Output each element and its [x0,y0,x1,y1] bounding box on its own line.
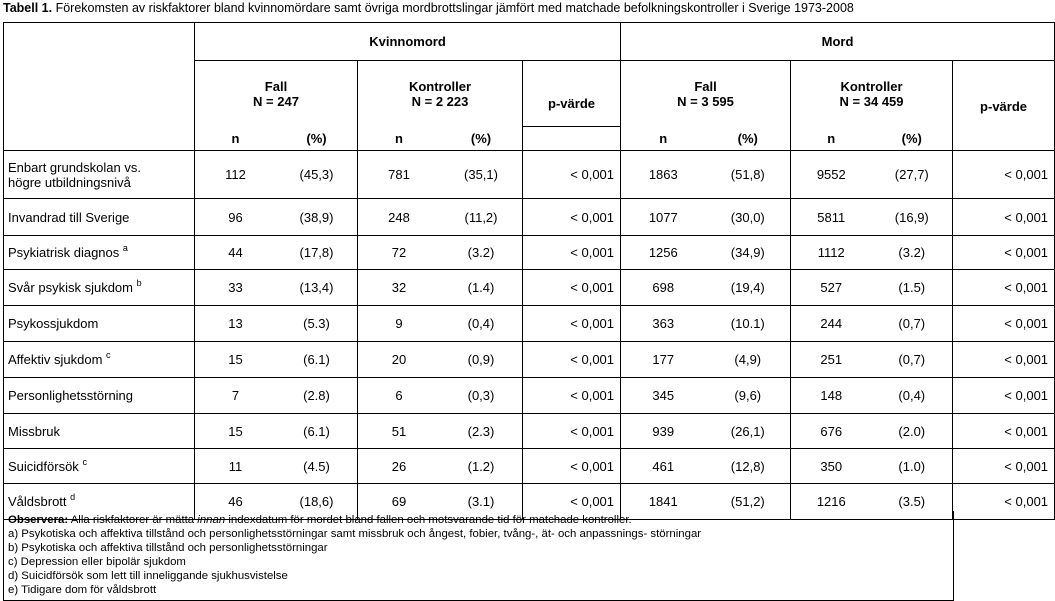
row-footnote-marker: c [106,350,111,360]
subheader-pct: (%) [306,130,327,146]
count-cell [195,306,358,342]
table-body [4,151,1055,520]
p-value: < 0,001 [523,414,621,449]
count-cell [791,378,953,414]
count-cell [358,236,523,270]
caption-text: Förekomsten av riskfaktorer bland kvinnomördare samt övriga mordbrottslingar jämfört med matchade befolkningskontroller i Sverige 1973-2008 [52,1,854,15]
note-c: c) Depression eller bipolär sjukdom [8,556,186,568]
count-value: 1112 [817,245,845,260]
percent-value: (9,6) [734,388,762,403]
count-cell [358,306,523,342]
count-cell [621,378,791,414]
count-cell [195,414,358,449]
row-label: Våldsbrott $^d$ [4,484,195,520]
percent-value: (2.8) [303,388,330,403]
count-value: 44 [228,245,243,260]
percent-value: (17,8) [299,245,334,260]
percent-value: (12,8) [730,458,765,474]
percent-value: (0,7) [898,316,926,331]
count-value: 9 [395,316,403,331]
table-row [4,270,1055,306]
p-value: < 0,001 [523,151,621,199]
count-cell [621,414,791,449]
count-value: 527 [820,280,843,295]
p-value: < 0,001 [523,449,621,484]
note-a: a) Psykotiska och affektiva tillstånd och personlighetsstörningar samt missbruk och ångest, fobier, tvång-, ät- och anpassnings- störningar [8,528,702,540]
count-value: 51 [391,423,407,439]
subheader-pct: (%) [737,130,758,146]
percent-value: (0,7) [898,352,926,367]
subheader-n: n [395,130,403,146]
count-cell [791,236,953,270]
count-cell [358,449,523,484]
count-cell [791,449,953,484]
table-row [4,449,1055,484]
percent-value: (11,2) [464,209,498,225]
row-label: Suicidförsök $^c$ [4,449,195,484]
p-value: < 0,001 [953,414,1055,449]
subheader-n: n [659,130,668,146]
percent-value: (3.2) [898,245,926,260]
count-cell [621,151,791,199]
p-value: < 0,001 [523,270,621,306]
subheader-n: n [231,130,240,146]
count-value: 9552 [816,167,846,182]
count-value: 345 [652,388,675,403]
percent-value: (5.3) [303,316,330,331]
subheader-pct: (%) [901,130,922,146]
table-row [4,199,1055,236]
header-corner [4,23,195,61]
row-footnote-marker: d [70,492,76,502]
count-cell [195,236,358,270]
percent-value: (16,9) [894,209,929,225]
count-value: 112 [225,167,246,182]
percent-value: (45,3) [299,167,334,182]
count-value: 46 [228,494,243,509]
count-value: 1863 [648,167,678,182]
count-cell [195,378,358,414]
header-fall-2: Fall N = 3 595 [621,61,791,127]
row-label: Personlighetsstörning [4,378,195,414]
percent-value: (10.1) [730,316,765,331]
count-value: 7 [231,388,240,403]
count-value: 6 [395,388,403,403]
percent-value: (35,1) [464,167,498,182]
count-cell [791,306,953,342]
count-cell [621,270,791,306]
p-value: < 0,001 [523,484,621,520]
count-value: 177 [652,352,675,367]
p-value: < 0,001 [953,151,1055,199]
p-value: < 0,001 [523,378,621,414]
percent-value: (0,4) [467,316,495,331]
percent-value: (51,8) [730,167,765,182]
count-value: 1216 [816,494,846,509]
caption-label: Tabell 1. [3,1,53,15]
count-cell [195,342,358,378]
count-value: 13 [228,316,243,331]
count-cell [358,378,523,414]
count-cell [195,270,358,306]
count-value: 5811 [817,209,846,225]
table-caption [3,1,854,15]
table-row [4,151,1055,199]
count-value: 248 [388,209,410,225]
percent-value: (4.5) [303,458,330,474]
percent-value: (38,9) [299,209,334,225]
count-value: 33 [228,280,243,295]
percent-value: (27,7) [894,167,929,182]
percent-value: (18,6) [299,494,334,509]
count-cell [358,270,523,306]
p-value: < 0,001 [953,270,1055,306]
count-value: 939 [652,423,675,439]
p-value: < 0,001 [523,199,621,236]
percent-value: (30,0) [730,209,765,225]
note-b: b) Psykotiska och affektiva tillstånd och personlighetsstörningar [8,542,328,554]
count-cell [621,306,791,342]
p-value: < 0,001 [953,449,1055,484]
row-footnote-marker: c [82,456,87,467]
count-cell [621,342,791,378]
p-value: < 0,001 [953,378,1055,414]
p-value: < 0,001 [953,306,1055,342]
count-value: 781 [388,167,410,182]
count-value: 1256 [648,245,678,260]
count-cell [791,270,953,306]
note-e: e) Tidigare dom för våldsbrott [8,584,157,596]
percent-value: (2.3) [467,423,495,439]
percent-value: (13,4) [299,280,334,295]
risk-factor-table [3,22,1055,520]
count-cell [621,236,791,270]
note-observera: Observera: Alla riskfaktorer är mätta innan indexdatum för mordet bland fallen och motsvarande tid för matchade kontroller. [8,514,632,526]
count-cell [195,151,358,199]
row-label: Psykiatrisk diagnos $^a$ [4,236,195,270]
p-value: < 0,001 [953,484,1055,520]
percent-value: (51,2) [730,494,765,509]
row-label: Svår psykisk sjukdom $^b$ [4,270,195,306]
count-value: 20 [391,352,407,367]
count-cell [791,414,953,449]
table-row [4,378,1055,414]
p-value: < 0,001 [523,306,621,342]
count-cell [358,414,523,449]
count-value: 1077 [648,209,678,225]
table-row [4,342,1055,378]
count-cell [791,151,953,199]
row-label: Psykossjukdom [4,306,195,342]
count-cell [358,342,523,378]
percent-value: (1.2) [467,458,495,474]
count-value: 11 [228,458,243,474]
count-cell [791,199,953,236]
header-mord: Mord [621,23,1055,61]
header-kontroller-1: Kontroller N = 2 223 [358,61,523,127]
percent-value: (6.1) [303,423,330,439]
p-value: < 0,001 [953,236,1055,270]
percent-value: (3.1) [467,494,495,509]
count-value: 15 [228,352,243,367]
percent-value: (0,4) [898,388,926,403]
percent-value: (1.4) [467,280,495,295]
count-value: 69 [391,494,407,509]
percent-value: (1.5) [898,280,926,295]
percent-value: (26,1) [730,423,765,439]
count-value: 461 [652,458,675,474]
percent-value: (0,9) [467,352,495,367]
row-label: Affektiv sjukdom $^c$ [4,342,195,378]
count-cell [358,199,523,236]
count-value: 148 [820,388,843,403]
table-row [4,414,1055,449]
subheader-n: n [827,130,836,146]
table-notes [3,511,954,601]
percent-value: (3.2) [467,245,495,260]
count-cell [621,199,791,236]
count-value: 363 [652,316,675,331]
percent-value: (1.0) [898,458,926,474]
p-value: < 0,001 [953,199,1055,236]
count-value: 26 [391,458,407,474]
row-label: Invandrad till Sverige [4,199,195,236]
count-cell [621,449,791,484]
percent-value: (2.0) [898,423,926,439]
header-fall-1: Fall N = 247 [195,61,358,127]
count-value: 15 [228,423,243,439]
percent-value: (3.5) [898,494,926,509]
header-pvarde-2: p-värde [953,61,1055,127]
table-row [4,236,1055,270]
count-value: 32 [391,280,407,295]
count-value: 96 [228,209,243,225]
table-row [4,306,1055,342]
header-kontroller-2: Kontroller N = 34 459 [791,61,953,127]
note-d: d) Suicidförsök som lett till inneliggande sjukhusvistelse [8,570,288,582]
count-value: 676 [820,423,843,439]
count-value: 350 [820,458,843,474]
count-value: 1841 [648,494,678,509]
percent-value: (4,9) [734,352,762,367]
count-cell [195,199,358,236]
p-value: < 0,001 [523,236,621,270]
row-footnote-marker: b [136,278,142,288]
count-cell [195,449,358,484]
percent-value: (0,3) [467,388,495,403]
count-cell [358,151,523,199]
row-label: Enbart grundskolan vs. högre utbildningsnivå [4,151,195,199]
count-cell [791,342,953,378]
row-footnote-marker: a [122,243,128,253]
count-value: 72 [391,245,407,260]
count-value: 251 [820,352,843,367]
p-value: < 0,001 [953,342,1055,378]
header-pvarde-1: p-värde [523,61,621,127]
row-label: Missbruk [4,414,195,449]
p-value: < 0,001 [523,342,621,378]
percent-value: (6.1) [303,352,330,367]
header-kvinnomord: Kvinnomord [195,23,621,61]
count-value: 698 [652,280,675,295]
count-value: 244 [820,316,843,331]
subheader-pct: (%) [470,130,492,146]
percent-value: (34,9) [730,245,765,260]
percent-value: (19,4) [730,280,765,295]
